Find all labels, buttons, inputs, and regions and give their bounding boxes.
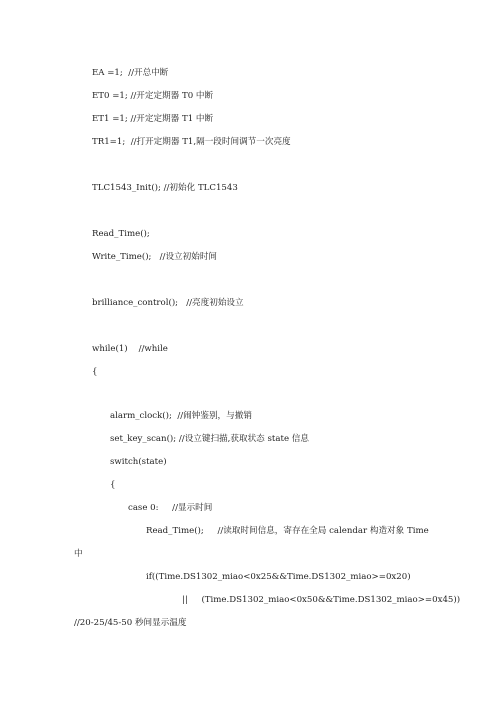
code-line-open-brace: { [92,367,98,377]
code-line-ea: EA =1; //开总中断 [92,68,169,78]
code-line-while: while(1) //while [92,344,168,354]
code-line-read-time: Read_Time(); [92,229,150,239]
code-line-write-time: Write_Time(); //设立初始时间 [92,252,218,262]
code-line-key-scan: set_key_scan(); //设立键扫描,获取状态 state 信息 [110,434,309,444]
code-line-tlc-init: TLC1543_Init(); //初始化 TLC1543 [92,183,238,193]
code-line-switch: switch(state) [110,457,167,467]
code-line-brilliance: brilliance_control(); //亮度初始设立 [92,298,244,308]
code-line-et1: ET1 =1; //开定定期器 T1 中断 [92,114,214,124]
code-line-temp-comment: //20-25/45-50 秒间显示温度 [74,618,187,628]
code-line-alarm: alarm_clock(); //闹钟鉴别，与撤销 [110,411,252,421]
code-line-case0: case 0: //显示时间 [128,503,213,513]
code-line-tr1: TR1=1; //打开定期器 T1,隔一段时间调节一次亮度 [92,137,291,147]
code-line-or: || (Time.DS1302_miao<0x50&&Time.DS1302_miao>=0x45)) [182,595,461,605]
code-line-if: if((Time.DS1302_miao<0x25&&Time.DS1302_miao>=0x20) [146,572,411,582]
code-line-et0: ET0 =1; //开定定期器 T0 中断 [92,91,214,101]
code-line-switch-brace: { [110,480,116,490]
code-line-wrap-zhong: 中 [74,549,83,559]
code-line-read-time-comment: Read_Time(); //读取时间信息，寄存在全局 calendar 构造对象 Time [146,526,429,536]
